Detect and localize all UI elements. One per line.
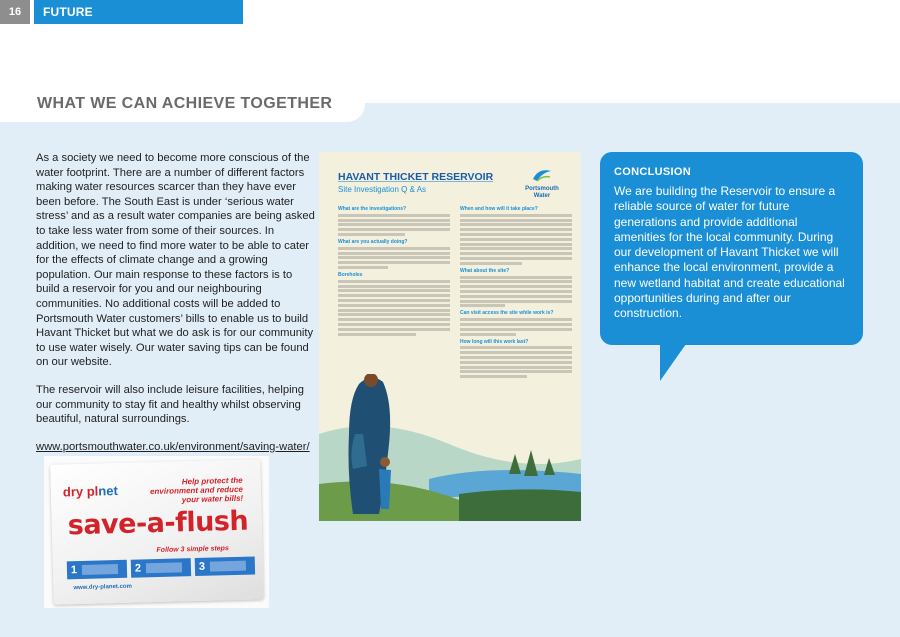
water-saving-link[interactable]: www.portsmouthwater.co.uk/environment/saving-water/	[36, 440, 310, 453]
product-step-2: 2	[131, 558, 191, 578]
body-text	[36, 151, 318, 467]
section-tab	[34, 0, 243, 24]
leaflet-question: What about the site?	[460, 267, 510, 274]
conclusion-callout-tail	[660, 344, 686, 381]
save-a-flush-sachet	[50, 459, 264, 604]
product-steps	[67, 556, 255, 579]
product-name: save-a-flush	[67, 505, 249, 542]
leaflet-question: What are you actually doing?	[338, 238, 408, 245]
leaflet-logo: Portsmouth Water	[517, 167, 567, 200]
conclusion-heading: CONCLUSION	[614, 166, 691, 178]
product-url: www.dry-planet.com	[73, 583, 132, 592]
body-paragraph-1: As a society we need to become more conscious of the water footprint. There are a number of different factors making water resources scarcer than they have ever been before. The South East is under ‘serious water stress’ and as a result water companies are being asked to take less water from some of their sources. In addition, we need to find more water to be able to cater for the effects of climate change and a growing population. Our main response to these factors is to build a reservoir for you and our neighbouring communities. No additional costs will be added to Portsmouth Water customers’ bills to enable us to build Havant Thicket but what we do ask is for our community to use water wisely. Our water saving tips can be found on our website.	[36, 152, 315, 369]
leaflet-image	[319, 152, 581, 521]
page-number: 16	[0, 0, 30, 24]
water-drop-icon	[531, 167, 553, 183]
product-tagline: Help protect the environment and reduce your water bills!	[149, 475, 244, 505]
leaflet-question: Can visit access the site while work is?	[460, 310, 554, 317]
leaflet-right-column	[460, 203, 572, 380]
section-label: FUTURE	[43, 5, 93, 19]
leaflet-title: HAVANT THICKET RESERVOIR	[338, 171, 494, 183]
page-title: WHAT WE CAN ACHIEVE TOGETHER	[37, 95, 333, 112]
product-brand: dry plnet	[62, 483, 119, 500]
body-paragraph-2: The reservoir will also include leisure facilities, helping our community to stay fit and healthy whilst observing beautiful, natural surroundings.	[36, 383, 304, 426]
leaflet-left-column	[338, 203, 450, 337]
conclusion-text: We are building the Reservoir to ensure a reliable source of water for future generations and provide additional amenities for the local community. During our development of Havant Thicket we will enhance the local environment, provide a new wetland habitat and create educational opportunities during and after our construction.	[614, 184, 845, 321]
product-step-1: 1	[67, 560, 127, 580]
leaflet-question: Boreholes	[338, 271, 363, 278]
leaflet-subtitle: Site Investigation Q & As	[338, 185, 427, 194]
product-steps-label: Follow 3 simple steps	[156, 545, 229, 555]
leaflet-question: What are the investigations?	[338, 206, 407, 212]
conclusion-callout	[600, 152, 863, 345]
title-pill	[0, 86, 365, 122]
product-photo	[44, 456, 269, 608]
leaflet-question: How long will this work last?	[460, 338, 529, 345]
leaflet-question: When and how will it take place?	[460, 206, 538, 212]
product-step-3: 3	[195, 556, 255, 576]
reservoir-illustration	[319, 374, 581, 521]
